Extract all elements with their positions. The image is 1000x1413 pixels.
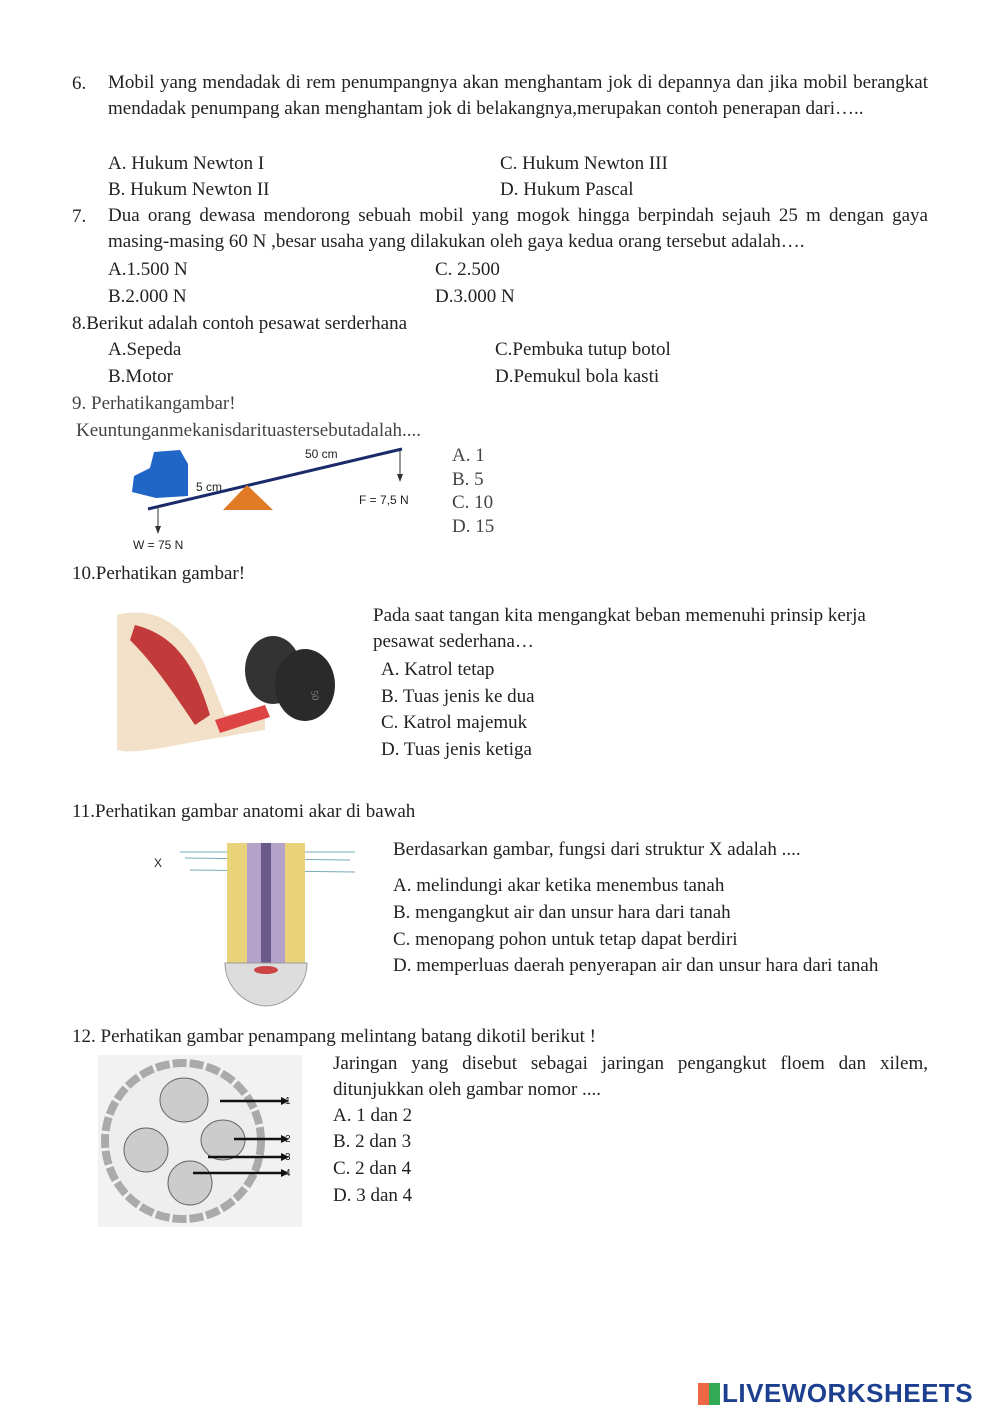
arm-dumbbell-image <box>115 605 355 770</box>
q10-option-d[interactable]: D. Tuas jenis ketiga <box>381 739 532 760</box>
dumbbell-label: 50 <box>308 689 321 702</box>
q11-text: Berdasarkan gambar, fungsi dari struktur X adalah .... <box>393 839 801 860</box>
q11-option-c[interactable]: C. menopang pohon untuk tetap dapat berdiri <box>393 929 738 950</box>
stem-label-2: 2 <box>285 1134 291 1145</box>
q9-title: 9. Perhatikangambar! <box>72 393 236 414</box>
q11-option-b[interactable]: B. mengangkut air dan unsur hara dari tanah <box>393 902 731 923</box>
stem-label-4: 4 <box>285 1168 291 1179</box>
q7-option-c[interactable]: C. 2.500 <box>435 259 500 280</box>
q10-title: 10.Perhatikan gambar! <box>72 563 246 584</box>
label-weight: W = 75 N <box>133 538 184 552</box>
stem-label-3: 3 <box>285 1152 291 1163</box>
q8-option-d[interactable]: D.Pemukul bola kasti <box>495 366 660 387</box>
q9-option-d[interactable]: D. 15 <box>452 516 495 537</box>
q6-number: 6. <box>72 73 87 94</box>
root-anatomy-image <box>175 838 360 1010</box>
q10-text: Pada saat tangan kita mengangkat beban memenuhi prinsip kerja pesawat sederhana… <box>373 605 866 652</box>
q9-option-c[interactable]: C. 10 <box>452 492 494 513</box>
q7-option-d[interactable]: D.3.000 N <box>435 286 515 307</box>
q12-option-b[interactable]: B. 2 dan 3 <box>333 1131 412 1152</box>
q8-option-a[interactable]: A.Sepeda <box>108 339 182 360</box>
q7-option-b[interactable]: B.2.000 N <box>108 286 187 307</box>
logo-text: LIVEWORKSHEETS <box>722 1378 974 1408</box>
label-x: X <box>154 856 163 870</box>
q6-option-b[interactable]: B. Hukum Newton II <box>108 179 270 200</box>
q7-number: 7. <box>72 206 87 227</box>
q12-option-d[interactable]: D. 3 dan 4 <box>333 1185 413 1206</box>
q10-option-b[interactable]: B. Tuas jenis ke dua <box>381 686 535 707</box>
label-force: F = 7,5 N <box>359 493 409 507</box>
q8-option-b[interactable]: B.Motor <box>108 366 173 387</box>
q12-title: 12. Perhatikan gambar penampang melintang batang dikotil berikut ! <box>72 1026 596 1047</box>
q9-option-a[interactable]: A. 1 <box>452 445 485 466</box>
q6-option-a[interactable]: A. Hukum Newton I <box>108 153 265 174</box>
q6-text: Mobil yang mendadak di rem penumpangnya akan menghantam jok di depannya dan jika mobil berangkat mendadak penumpang akan menghantam jok di belakangnya,merupakan contoh penerapan dari….. <box>108 72 928 119</box>
q9-text: Keuntunganmekanisdarituastersebutadalah.... <box>76 420 422 441</box>
q11-title: 11.Perhatikan gambar anatomi akar di bawah <box>72 801 416 822</box>
q7-text: Dua orang dewasa mendorong sebuah mobil yang mogok hingga berpindah sejauh 25 m dengan gaya masing-masing 60 N ,besar usaha yang dilakukan oleh gaya kedua orang tersebut adalah…. <box>108 205 928 252</box>
q7-option-a[interactable]: A.1.500 N <box>108 259 188 280</box>
q10-option-c[interactable]: C. Katrol majemuk <box>381 712 528 733</box>
q11-option-d[interactable]: D. memperluas daerah penyerapan air dan unsur hara dari tanah <box>393 955 879 976</box>
q12-text: Jaringan yang disebut sebagai jaringan pengangkut floem dan xilem, ditunjukkan oleh gambar nomor .... <box>333 1053 928 1100</box>
q6-option-d[interactable]: D. Hukum Pascal <box>500 179 634 200</box>
dicot-stem-image <box>98 1055 302 1227</box>
stem-label-1: 1 <box>285 1096 291 1107</box>
q12-option-c[interactable]: C. 2 dan 4 <box>333 1158 412 1179</box>
label-long-arm: 50 cm <box>305 447 338 461</box>
logo-icon <box>698 1383 720 1405</box>
q6-option-c[interactable]: C. Hukum Newton III <box>500 153 668 174</box>
q10-option-a[interactable]: A. Katrol tetap <box>381 659 495 680</box>
q11-option-a[interactable]: A. melindungi akar ketika menembus tanah <box>393 875 725 896</box>
label-short-arm: 5 cm <box>196 480 223 494</box>
q9-option-b[interactable]: B. 5 <box>452 469 484 490</box>
q8-text: 8.Berikut adalah contoh pesawat serderhana <box>72 313 408 334</box>
liveworksheets-logo[interactable] <box>698 1378 973 1409</box>
q8-option-c[interactable]: C.Pembuka tutup botol <box>495 339 671 360</box>
q12-option-a[interactable]: A. 1 dan 2 <box>333 1105 413 1126</box>
